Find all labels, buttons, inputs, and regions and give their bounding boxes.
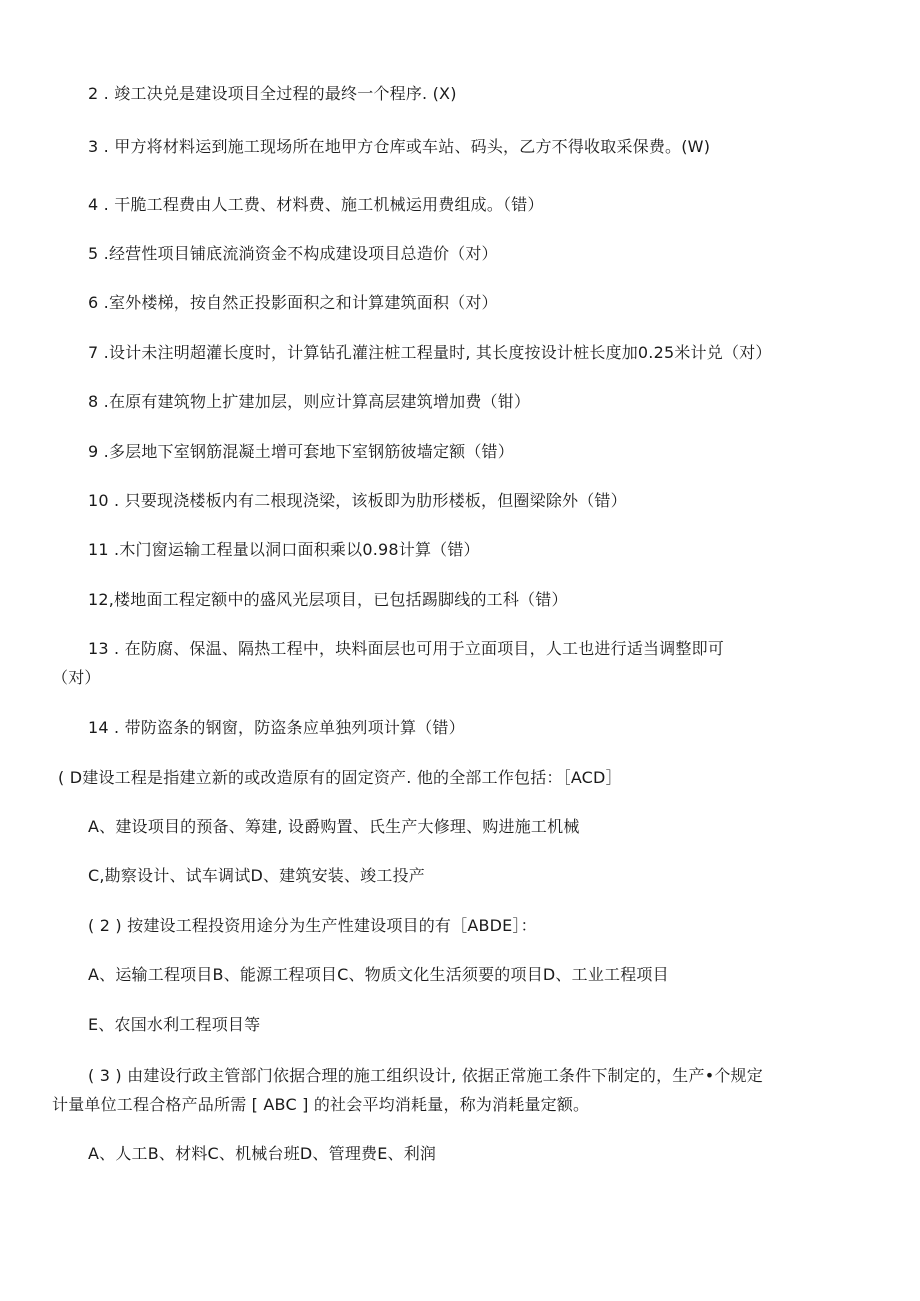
statement-8: 8 .在原有建筑物上扩建加层，则应计算高层建筑增加费（钳） — [88, 392, 531, 411]
question-3-continued: 计量单位工程合格产品所需 [ ABC ] 的社会平均消耗量，称为消耗量定额。 — [52, 1095, 590, 1114]
statement-2: 2 . 竣工决兑是建设项目全过程的最终一个程序. (X) — [88, 84, 457, 103]
statement-9: 9 .多层地下室钢筋混凝土增可套地下室钢筋彼墙定额（错） — [88, 442, 514, 461]
question-2: ( 2 ) 按建设工程投资用途分为生产性建设项目的有［ABDE］： — [88, 916, 537, 935]
question-1-options-c: C,勘察设计、试车调试D、建筑安装、竣工投产 — [88, 866, 425, 885]
statement-13-continued: （对） — [52, 668, 101, 687]
statement-4: 4 . 干脆工程费由人工费、材料费、施工机械运用费组成。（错） — [88, 195, 544, 214]
statement-11: 11 .木门窗运输工程量以洞口面积乘以0.98计算（错） — [88, 540, 480, 559]
statement-12: 12,楼地面工程定额中的盛风光层项目，已包括踢脚线的工科（错） — [88, 590, 568, 609]
statement-13: 13 . 在防腐、保温、隔热工程中，块料面层也可用于立面项目，人工也进行适当调整即可 — [88, 639, 725, 658]
question-3-options: A、人工B、材料C、机械台班D、管理费E、利润 — [88, 1144, 437, 1163]
statement-3: 3 . 甲方将材料运到施工现场所在地甲方仓库或车站、码头，乙方不得收取采保费。(W) — [88, 137, 711, 156]
question-2-options-e: E、农国水利工程项目等 — [88, 1015, 261, 1034]
question-2-options-a: A、运输工程项目B、能源工程项目C、物质文化生活须要的项目D、工业工程项目 — [88, 965, 669, 984]
statement-14: 14 . 带防盗条的钢窗，防盗条应单独列项计算（错） — [88, 718, 465, 737]
question-1: ( D建设工程是指建立新的或改造原有的固定资产. 他的全部工作包括：［ACD］ — [58, 768, 622, 787]
statement-6: 6 .室外楼梯，按自然正投影面积之和计算建筑面积（对） — [88, 293, 498, 312]
statement-10: 10 . 只要现浇楼板内有二根现浇梁，该板即为肋形楼板，但圈梁除外（错） — [88, 491, 627, 510]
question-3: ( 3 ) 由建设行政主管部门依据合理的施工组织设计, 依据正常施工条件下制定的，生产•个规定 — [88, 1066, 763, 1085]
statement-5: 5 .经营性项目铺底流淌资金不构成建设项目总造价（对） — [88, 244, 498, 263]
question-1-options-a: A、建设项目的预备、筹建, 设爵购置、氏生产大修理、购进施工机械 — [88, 817, 580, 836]
statement-7: 7 .设计未注明超灌长度时，计算钻孔灌注桩工程量时, 其长度按设计桩长度加0.25米计兑（对） — [88, 343, 772, 362]
